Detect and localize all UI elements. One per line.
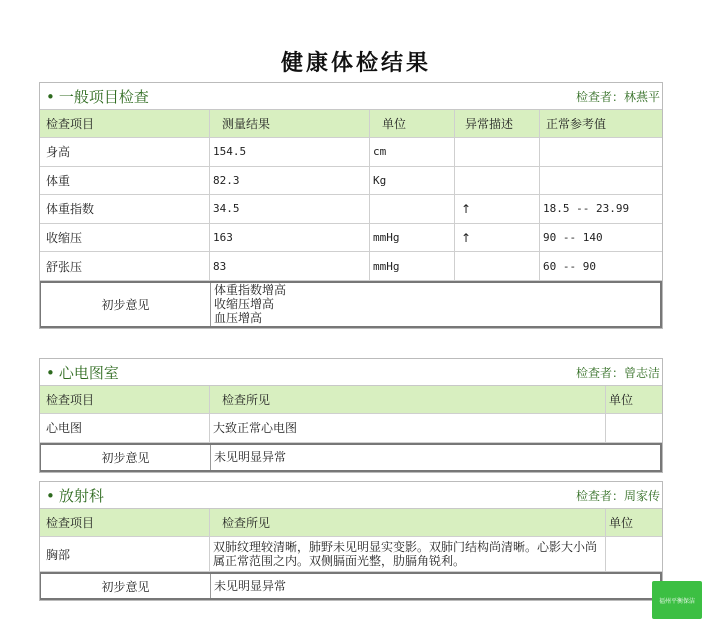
header-unit: 单位 [370, 110, 455, 137]
section-title-text: 放射科 [58, 486, 104, 505]
table-row [40, 167, 662, 196]
opinion-text: 未见明显异常 [214, 450, 287, 465]
bullet-icon: • [46, 87, 55, 106]
item-cell: 舒张压 [40, 252, 210, 280]
opinion-label: 初步意见 [41, 445, 211, 470]
finding-cell: 大致正常心电图 [210, 414, 606, 442]
examiner-name: 检查者：周家传 [575, 488, 660, 503]
abnormal-cell [455, 252, 540, 280]
header-result: 测量结果 [210, 110, 370, 137]
opinion-text [211, 283, 660, 326]
item-cell: 胸部 [40, 537, 210, 571]
reference-cell [540, 167, 662, 195]
reference-cell [540, 138, 662, 166]
abnormal-arrow-icon: ↑ [455, 224, 540, 252]
opinion-line: 体重指数增高 [214, 283, 287, 298]
table-header-row [40, 509, 662, 537]
reference-cell: 60 -- 90 [543, 259, 596, 273]
item-cell: 体重 [40, 167, 210, 195]
unit-cell [606, 414, 662, 442]
table-row [40, 138, 662, 167]
table-row [40, 414, 662, 443]
general-exam-section [39, 82, 663, 329]
radiology-section [39, 481, 663, 601]
header-unit: 单位 [609, 393, 634, 407]
unit-cell: mmHg [370, 224, 455, 252]
watermark-badge: 福州平衡保洁 [652, 581, 702, 619]
item-cell: 身高 [40, 138, 210, 166]
unit-cell [370, 195, 455, 223]
result-cell: 154.5 [210, 138, 370, 166]
reference-cell: 90 -- 140 [543, 231, 603, 245]
section-title [46, 86, 149, 107]
table-row [40, 195, 662, 224]
opinion-row [40, 443, 662, 472]
bullet-icon: • [46, 486, 55, 505]
page-title: 健康体检结果 [280, 51, 431, 76]
section-header [40, 482, 662, 509]
result-cell: 82.3 [210, 167, 370, 195]
table-row [40, 537, 662, 572]
finding-cell: 双肺纹理较清晰，肺野未见明显实变影。双肺门结构尚清晰。心影大小尚属正常范围之内。双侧膈面光整，肋膈角锐利。 [210, 537, 606, 571]
ecg-section [39, 358, 663, 473]
abnormal-arrow-icon: ↑ [455, 195, 540, 223]
opinion-label: 初步意见 [41, 283, 211, 326]
abnormal-cell [455, 167, 540, 195]
unit-cell: cm [370, 138, 455, 166]
section-title-text: 一般项目检查 [58, 87, 149, 106]
header-finding: 检查所见 [210, 509, 606, 536]
table-header-row [40, 110, 662, 138]
opinion-row [40, 281, 662, 328]
unit-cell: Kg [370, 167, 455, 195]
opinion-line: 收缩压增高 [214, 297, 275, 312]
section-header [40, 83, 662, 110]
result-cell: 163 [210, 224, 370, 252]
header-abnormal: 异常描述 [455, 110, 540, 137]
examiner-name: 检查者：曾志洁 [575, 365, 660, 380]
table-row [40, 252, 662, 281]
examiner-name: 检查者：林燕平 [575, 89, 660, 104]
unit-cell [606, 537, 662, 571]
item-cell: 体重指数 [40, 195, 210, 223]
header-reference: 正常参考值 [546, 117, 607, 131]
header-item: 检查项目 [40, 110, 210, 137]
header-item: 检查项目 [40, 509, 210, 536]
result-cell: 34.5 [210, 195, 370, 223]
header-finding: 检查所见 [210, 386, 606, 413]
section-title [46, 485, 104, 506]
table-row [40, 224, 662, 253]
opinion-line: 血压增高 [214, 311, 263, 326]
opinion-label: 初步意见 [41, 574, 211, 598]
section-title [46, 362, 119, 383]
abnormal-cell [455, 138, 540, 166]
bullet-icon: • [46, 363, 55, 382]
header-unit: 单位 [609, 516, 634, 530]
unit-cell: mmHg [370, 252, 455, 280]
reference-cell: 18.5 -- 23.99 [543, 202, 630, 216]
opinion-row [40, 572, 662, 600]
result-cell: 83 [210, 252, 370, 280]
opinion-text: 未见明显异常 [214, 579, 287, 593]
header-item: 检查项目 [40, 386, 210, 413]
item-cell: 收缩压 [40, 224, 210, 252]
section-title-text: 心电图室 [58, 363, 119, 382]
item-cell: 心电图 [40, 414, 210, 442]
table-header-row [40, 386, 662, 414]
section-header [40, 359, 662, 386]
